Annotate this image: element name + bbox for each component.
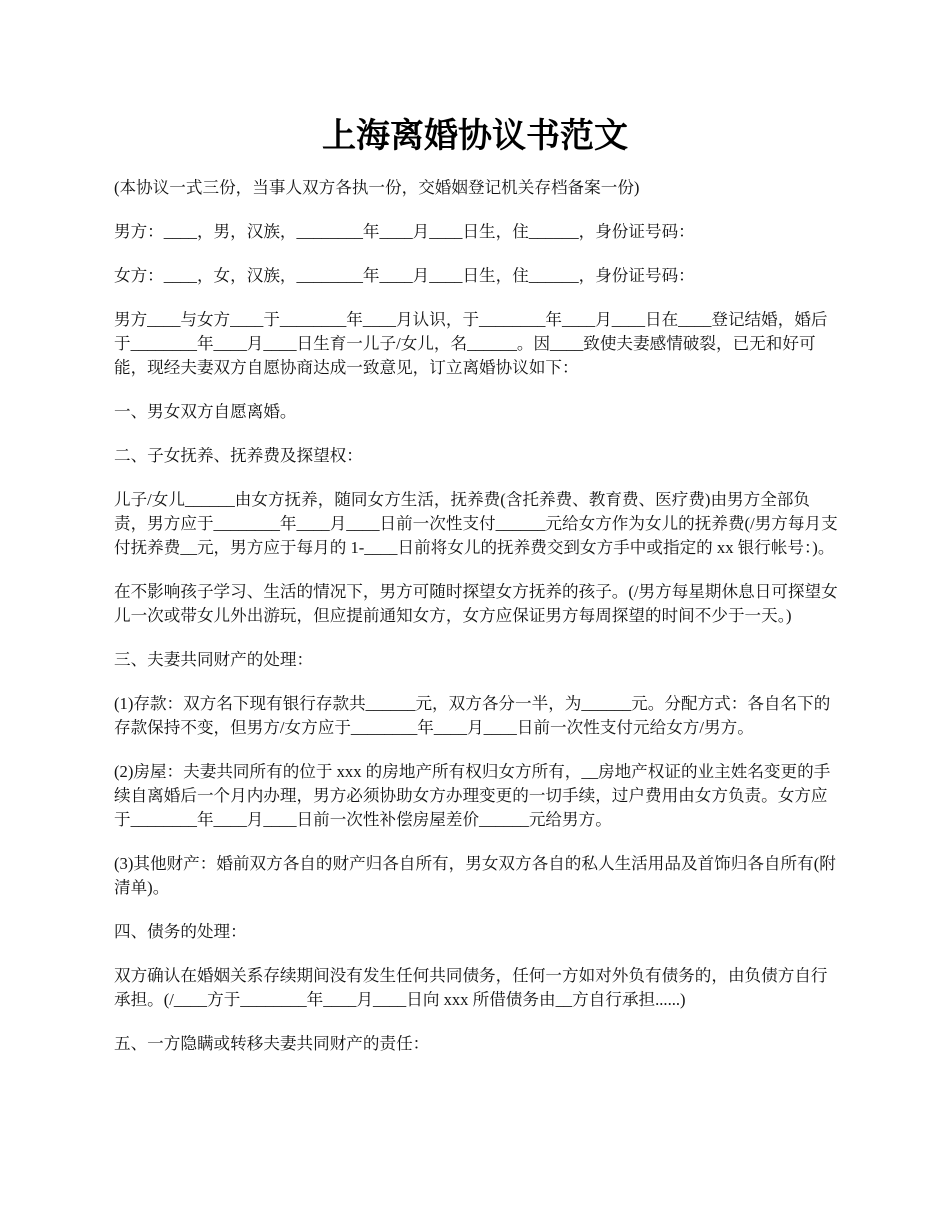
section-heading-5: 五、一方隐瞒或转移夫妻共同财产的责任： (114, 1034, 430, 1053)
section-heading-2: 二、子女抚养、抚养费及探望权： (114, 446, 363, 465)
section-heading-4: 四、债务的处理： (114, 922, 247, 941)
paragraph-male-party: 男方：____，男，汉族，________年____月____日生，住______，身份证号码： (114, 222, 695, 241)
paragraph-female-party: 女方：____，女，汉族，________年____月____日生，住______，身份证号码： (114, 266, 695, 285)
document-body (114, 176, 842, 1076)
paragraph-housing: (2)房屋：夫妻共同所有的位于 xxx 的房地产所有权归女方所有，__房地产权证的业主姓名变更的手续自离婚后一个月内办理，男方必须协助女方办理变更的一切手续，过户费用由女方负责。女方应于________年____月____日前一次性补偿房屋差价______元给男方。 (114, 762, 831, 829)
paragraph-child-support: 儿子/女儿______由女方抚养，随同女方生活，抚养费(含托养费、教育费、医疗费)由男方全部负责，男方应于________年____月____日前一次性支付______元给女方作为女儿的抚养费(/男方每月支付抚养费__元，男方应于每月的 1-____日前将女儿的抚养费交到女方手中或指定的 xx 银行帐号：)。 (114, 490, 838, 557)
paragraph-other-property: (3)其他财产：婚前双方各自的财产归各自所有，男女双方各自的私人生活用品及首饰归各自所有(附清单)。 (114, 854, 836, 897)
section-heading-1: 一、男女双方自愿离婚。 (114, 402, 297, 421)
paragraph-deposits: (1)存款：双方名下现有银行存款共______元，双方各分一半，为______元。分配方式：各自名下的存款保持不变，但男方/女方应于________年____月____日前一次性支付元给女方/男方。 (114, 694, 831, 737)
paragraph-visitation: 在不影响孩子学习、生活的情况下，男方可随时探望女方抚养的孩子。(/男方每星期休息日可探望女儿一次或带女儿外出游玩，但应提前通知女方，女方应保证男方每周探望的时间不少于一天。) (114, 582, 838, 625)
paragraph-background: 男方____与女方____于________年____月认识，于________年____月____日在____登记结婚，婚后于________年____月____日生育一儿子/女儿，名______。因____致使夫妻感情破裂，已无和好可能，现经夫妻双方自愿协商达成一致意见，订立离婚协议如下： (114, 310, 828, 377)
section-heading-3: 三、夫妻共同财产的处理： (114, 650, 314, 669)
document-title: 上海离婚协议书范文 (322, 116, 628, 156)
paragraph-note: (本协议一式三份，当事人双方各执一份，交婚姻登记机关存档备案一份) (114, 178, 640, 197)
paragraph-debts: 双方确认在婚姻关系存续期间没有发生任何共同债务，任何一方如对外负有债务的，由负债方自行承担。(/____方于________年____月____日向 xxx 所借债务由__方自行承担......) (114, 966, 828, 1009)
